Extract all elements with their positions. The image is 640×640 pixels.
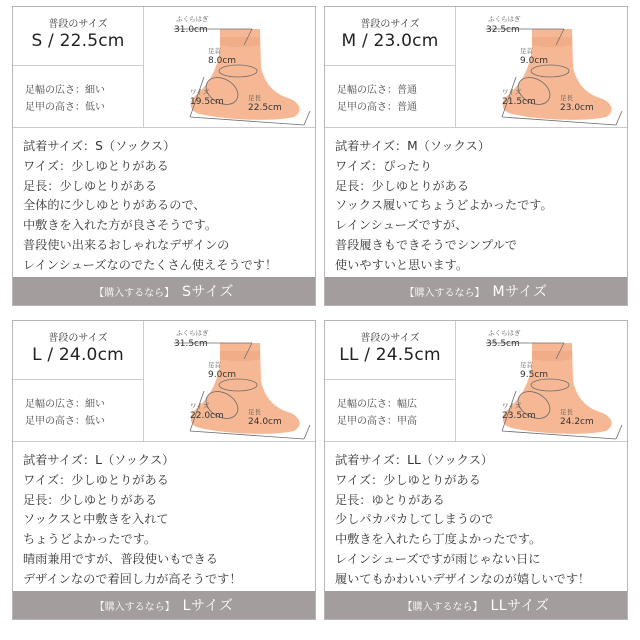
length-value: 24.0cm	[248, 417, 282, 427]
usual-size-value: LL / 24.5cm	[339, 345, 441, 365]
length-label: 足長	[560, 94, 573, 102]
review-line: 普段履きもできそうでシンプルで	[335, 237, 518, 252]
card-header	[325, 7, 627, 127]
instep-height-feature: 足甲の高さ：低い	[25, 416, 105, 427]
wise-label: ワイズ	[502, 88, 522, 96]
review-line: 足長：少しゆとりがある	[23, 178, 158, 193]
wise-value: 23.5cm	[502, 411, 536, 421]
divider	[13, 441, 315, 442]
ankle-value: 8.0cm	[208, 56, 237, 66]
review-line: 試着サイズ：LL（ソックス）	[335, 453, 494, 467]
review-text	[335, 137, 620, 276]
length-value: 23.0cm	[560, 103, 594, 113]
foot-icon	[144, 321, 315, 441]
calf-value: 31.5cm	[174, 339, 208, 349]
review-text	[23, 451, 308, 590]
usual-size-value: L / 24.0cm	[32, 345, 124, 365]
review-line: 試着サイズ：S（ソックス）	[23, 139, 176, 153]
review-line: 晴雨兼用ですが、普段使いもできる	[23, 551, 218, 566]
review-line: 中敷きを入れた方が良さそうです。	[23, 218, 218, 233]
calf-value: 31.0cm	[174, 25, 208, 35]
divider	[325, 127, 627, 128]
ankle-label: 足首	[520, 47, 533, 55]
recommend-size: Lサイズ	[182, 598, 234, 614]
wise-value: 22.0cm	[190, 411, 224, 421]
usual-size-caption: 普段のサイズ	[360, 19, 420, 30]
foot-illustration	[144, 321, 315, 441]
review-line: 使いやすいと思います。	[335, 257, 469, 272]
wise-value: 21.5cm	[502, 97, 536, 107]
length-value: 22.5cm	[248, 103, 282, 113]
recommend-label: 【購入するなら】	[94, 288, 175, 299]
foot-icon	[456, 7, 627, 127]
review-line: 少しパカパカしてしまうので	[335, 512, 494, 527]
review-line: ソックス履いてちょうどよかったです。	[335, 198, 553, 213]
usual-size-caption: 普段のサイズ	[48, 19, 108, 30]
length-label: 足長	[560, 408, 573, 416]
recommend-label: 【購入するなら】	[404, 288, 485, 299]
review-line: レインシューズですが、	[335, 218, 468, 233]
recommend-size: LLサイズ	[490, 598, 550, 614]
card-ll	[324, 320, 628, 620]
ankle-value: 9.5cm	[520, 370, 549, 380]
instep-height-feature: 足甲の高さ：甲高	[337, 416, 417, 427]
usual-size-value: M / 23.0cm	[341, 31, 439, 51]
calf-label: ふくらはぎ	[488, 15, 521, 23]
review-line: 足長：少しゆとりがある	[23, 492, 158, 507]
review-line: ちょうどよかったです。	[23, 532, 157, 547]
instep-height-feature: 足甲の高さ：普通	[337, 102, 417, 113]
review-line: レインシューズですが雨じゃない日に	[335, 551, 541, 566]
foot-width-feature: 足幅の広さ：幅広	[337, 399, 417, 410]
review-line: ソックスと中敷きを入れて	[23, 512, 169, 527]
review-line: デザインなので着回し力が高そうです！	[23, 571, 242, 586]
review-line: ワイズ：少しゆとりがある	[23, 472, 169, 487]
calf-value: 35.5cm	[486, 339, 520, 349]
recommend-banner	[13, 277, 315, 305]
ankle-label: 足首	[520, 361, 533, 369]
card-header	[325, 321, 627, 441]
usual-size-box	[325, 7, 455, 66]
recommend-banner	[325, 277, 627, 305]
review-text	[335, 451, 620, 590]
divider	[325, 441, 627, 442]
card-l	[12, 320, 316, 620]
recommend-size: Mサイズ	[492, 284, 548, 300]
ankle-value: 9.0cm	[520, 56, 549, 66]
foot-width-feature: 足幅の広さ：普通	[337, 85, 417, 96]
usual-size-value: S / 22.5cm	[31, 31, 125, 51]
usual-size-box	[325, 321, 455, 380]
foot-illustration	[456, 321, 627, 441]
recommend-banner	[325, 591, 627, 619]
card-m	[324, 6, 628, 306]
length-label: 足長	[248, 94, 261, 102]
usual-size-box	[13, 7, 143, 66]
review-line: 試着サイズ：L（ソックス）	[23, 453, 175, 467]
user-info	[13, 7, 144, 127]
foot-illustration	[144, 7, 315, 127]
calf-label: ふくらはぎ	[176, 15, 209, 23]
divider	[13, 127, 315, 128]
usual-size-caption: 普段のサイズ	[360, 333, 420, 344]
recommend-label: 【購入するなら】	[94, 602, 175, 613]
foot-icon	[144, 7, 315, 127]
calf-value: 32.5cm	[486, 25, 520, 35]
recommend-banner	[13, 591, 315, 619]
user-info	[13, 321, 144, 441]
card-s	[12, 6, 316, 306]
calf-label: ふくらはぎ	[488, 329, 521, 337]
instep-height-feature: 足甲の高さ：低い	[25, 102, 105, 113]
card-header	[13, 321, 315, 441]
foot-icon	[456, 321, 627, 441]
usual-size-box	[13, 321, 143, 380]
review-line: 足長：少しゆとりがある	[335, 178, 470, 193]
user-info	[325, 321, 456, 441]
review-line: 試着サイズ：M（ソックス）	[335, 139, 491, 153]
review-line: 全体的に少しゆとりがあるので、	[23, 198, 206, 213]
foot-illustration	[456, 7, 627, 127]
foot-width-feature: 足幅の広さ：細い	[25, 85, 105, 96]
review-line: ワイズ：少しゆとりがある	[335, 472, 481, 487]
review-line: 中敷きを入れたら丁度よかったです。	[335, 532, 542, 547]
wise-label: ワイズ	[502, 402, 522, 410]
wise-label: ワイズ	[190, 88, 210, 96]
review-line: ワイズ：ぴったり	[335, 158, 433, 173]
wise-value: 19.5cm	[190, 97, 224, 107]
recommend-size: Sサイズ	[182, 284, 234, 300]
length-value: 24.2cm	[560, 417, 594, 427]
ankle-label: 足首	[208, 361, 221, 369]
card-header	[13, 7, 315, 127]
length-label: 足長	[248, 408, 261, 416]
review-line: 普段使い出来るおしゃれなデザインの	[23, 237, 230, 252]
user-info	[325, 7, 456, 127]
review-line: ワイズ：少しゆとりがある	[23, 158, 169, 173]
foot-width-feature: 足幅の広さ：細い	[25, 399, 105, 410]
review-line: 履いてもかわいいデザインなのが嬉しいです！	[335, 571, 591, 586]
ankle-value: 9.0cm	[208, 370, 237, 380]
recommend-label: 【購入するなら】	[402, 602, 483, 613]
calf-label: ふくらはぎ	[176, 329, 209, 337]
ankle-label: 足首	[208, 47, 221, 55]
usual-size-caption: 普段のサイズ	[48, 333, 108, 344]
wise-label: ワイズ	[190, 402, 210, 410]
review-line: 足長：ゆとりがある	[335, 492, 445, 507]
review-text	[23, 137, 308, 276]
review-line: レインシューズなのでたくさん使えそうです！	[23, 257, 278, 272]
